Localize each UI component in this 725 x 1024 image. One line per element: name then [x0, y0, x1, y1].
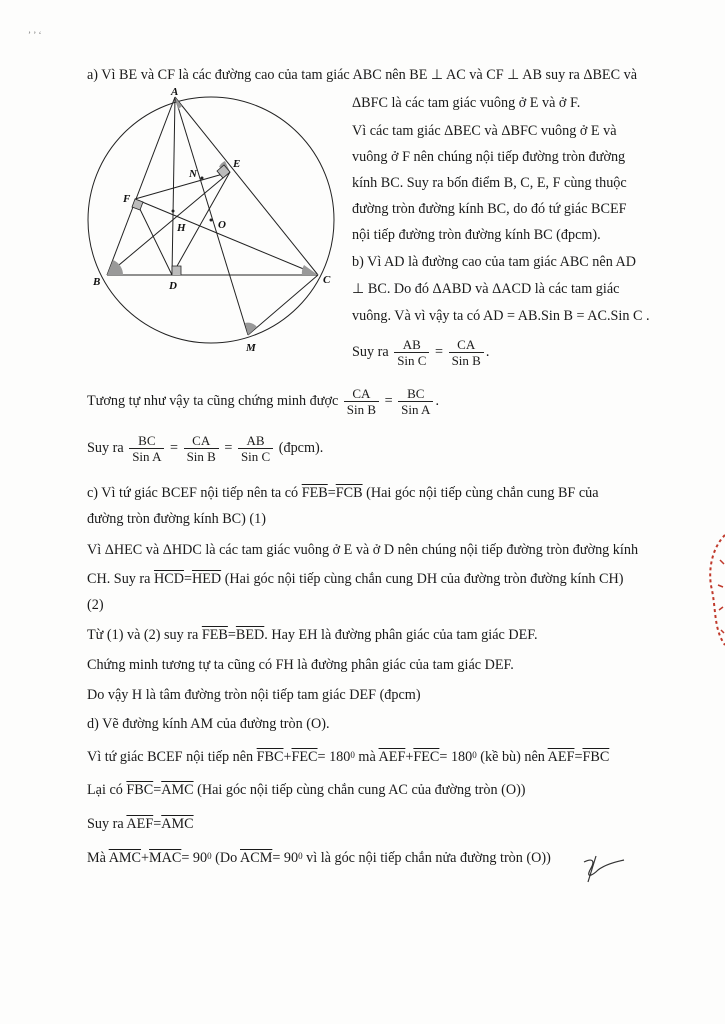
suy-ra-text-2: Suy ra — [87, 440, 124, 456]
part-d-line-1: d) Vẽ đường kính AM của đường tròn (O). — [87, 716, 330, 732]
label-b: B — [93, 276, 101, 288]
fraction-ca-sinb-2: $\frac{CA}{\text{Sin B}}$ — [344, 386, 379, 417]
geometry-figure — [85, 85, 347, 353]
label-a: A — [171, 86, 179, 98]
point-o — [210, 219, 213, 222]
part-c-line-8: Do vậy H là tâm đường tròn nội tiếp tam giác DEF (đpcm) — [87, 687, 421, 703]
fraction-ca-sinb: $\frac{CA}{\text{Sin B}}$ — [449, 337, 484, 368]
part-d-line-5: Mà $\overline{AMC}+\overline{MAC}= 90^0$ (Do $\overline{ACM}= 90^0$ vì là góc nội tiếp chắn nửa đường tròn (O)) — [87, 850, 551, 866]
part-b-similar: Tương tự như vậy ta cũng chứng minh được $\frac{CA}{\text{Sin B}}$ = $\frac{BC}{\text{Sin A}}$ . — [87, 386, 439, 418]
part-b-ratio-1: Suy ra $\frac{AB}{\text{Sin C}}$ = $\frac{CA}{\text{Sin B}}$ . — [352, 337, 490, 369]
label-o: O — [218, 219, 226, 231]
final-fraction-1: $\frac{BC}{\text{Sin A}}$ — [129, 433, 164, 464]
fraction-bc-sina: $\frac{BC}{\text{Sin A}}$ — [398, 386, 433, 417]
final-fraction-3: $\frac{AB}{\text{Sin C}}$ — [238, 433, 273, 464]
part-b-line-2: ⊥ BC. Do đó ΔABD và ΔACD là các tam giác — [352, 281, 620, 297]
part-b-line-1: b) Vì AD là đường cao của tam giác ABC nên AD — [352, 254, 637, 270]
part-a-line-4: vuông ở F nên chúng nội tiếp đường tròn đường — [352, 149, 626, 165]
right-angle-f — [132, 199, 143, 210]
part-a-line-6: đường tròn đường kính BC, do đó tứ giác BCEF — [352, 201, 627, 217]
part-c-line-7: Chứng minh tương tự ta cũng có FH là đường phân giác của tam giác DEF. — [87, 657, 514, 673]
segment-cm — [248, 275, 318, 335]
label-d: D — [169, 280, 177, 292]
part-c-line-5: (2) — [87, 597, 104, 613]
signature-mark — [578, 852, 628, 886]
label-e: E — [233, 158, 241, 170]
part-a-line-1: a) Vì BE và CF là các đường cao của tam giác ABC nên BE ⊥ AC và CF ⊥ AB suy ra ΔBEC và — [87, 67, 637, 83]
part-c-line-4: CH. Suy ra $\overline{HCD}=\overline{HED}$ (Hai góc nội tiếp cùng chắn cung DH của đường tròn đường kính CH) — [87, 571, 624, 587]
part-a-line-2: ΔBFC là các tam giác vuông ở E và ở F. — [352, 95, 581, 111]
label-c: C — [323, 274, 331, 286]
segment-ab — [107, 97, 175, 275]
angle-mark-a — [175, 97, 182, 109]
label-n: N — [189, 168, 197, 180]
part-b-line-3: vuông. Và vì vậy ta có AD = AB.Sin B = AC.Sin C . — [352, 308, 650, 324]
altitude-be — [107, 172, 230, 275]
part-a-line-5: kính BC. Suy ra bốn điểm B, C, E, F cùng thuộc — [352, 175, 627, 191]
part-d-line-2: Vì tứ giác BCEF nội tiếp nên $\overline{FBC}+\overline{FEC}= 180^0$ mà $\overline{AEF}+\overline{FEC}= 180^0$ (kề bù) nên $\overline{AEF}=\overline{FBC}$ — [87, 749, 610, 765]
label-f: F — [123, 193, 131, 205]
altitude-ad — [172, 97, 175, 275]
part-d-line-4: Suy ra $\overline{AEF}=\overline{AMC}$ — [87, 816, 194, 832]
label-h: H — [177, 222, 186, 234]
fraction-ab-sinc: $\frac{AB}{\text{Sin C}}$ — [394, 337, 429, 368]
part-c-line-2: đường tròn đường kính BC) (1) — [87, 511, 266, 527]
segment-ac — [175, 97, 318, 275]
scan-marks: ʼ ʼ ʻ — [28, 30, 42, 40]
part-a-line-7: nội tiếp đường tròn đường kính BC (đpcm). — [352, 227, 601, 243]
part-b-final: Suy ra $\frac{BC}{\text{Sin A}}$ = $\frac{CA}{\text{Sin B}}$ = $\frac{AB}{\text{Sin C}}$ (đpcm). — [87, 433, 324, 465]
suy-ra-text: Suy ra — [352, 344, 389, 360]
point-h — [172, 210, 175, 213]
diameter-am — [175, 97, 248, 335]
part-a-line-3: Vì các tam giác ΔBEC và ΔBFC vuông ở E và — [352, 123, 617, 139]
final-fraction-2: $\frac{CA}{\text{Sin B}}$ — [184, 433, 219, 464]
segment-fe — [135, 172, 230, 199]
similar-text: Tương tự như vậy ta cũng chứng minh được — [87, 393, 339, 409]
part-d-line-3: Lại có $\overline{FBC}=\overline{AMC}$ (Hai góc nội tiếp cùng chắn cung AC của đường tròn (O)) — [87, 782, 526, 798]
part-c-line-1: c) Vì tứ giác BCEF nội tiếp nên ta có $\overline{FEB}=\overline{FCB}$ (Hai góc nội tiếp cùng chắn cung BF của — [87, 485, 599, 501]
point-n — [201, 177, 204, 180]
segment-fd — [135, 199, 172, 275]
label-m: M — [246, 342, 256, 353]
part-c-line-6: Từ (1) và (2) suy ra $\overline{FEB}=\overline{BED}$. Hay EH là đường phân giác của tam giác DEF. — [87, 627, 538, 643]
red-stamp-edge — [700, 530, 725, 650]
right-angle-d — [172, 266, 181, 275]
part-c-line-3: Vì ΔHEC và ΔHDC là các tam giác vuông ở E và ở D nên chúng nội tiếp đường tròn đường kính — [87, 542, 639, 558]
angle-mark-c — [302, 265, 318, 275]
